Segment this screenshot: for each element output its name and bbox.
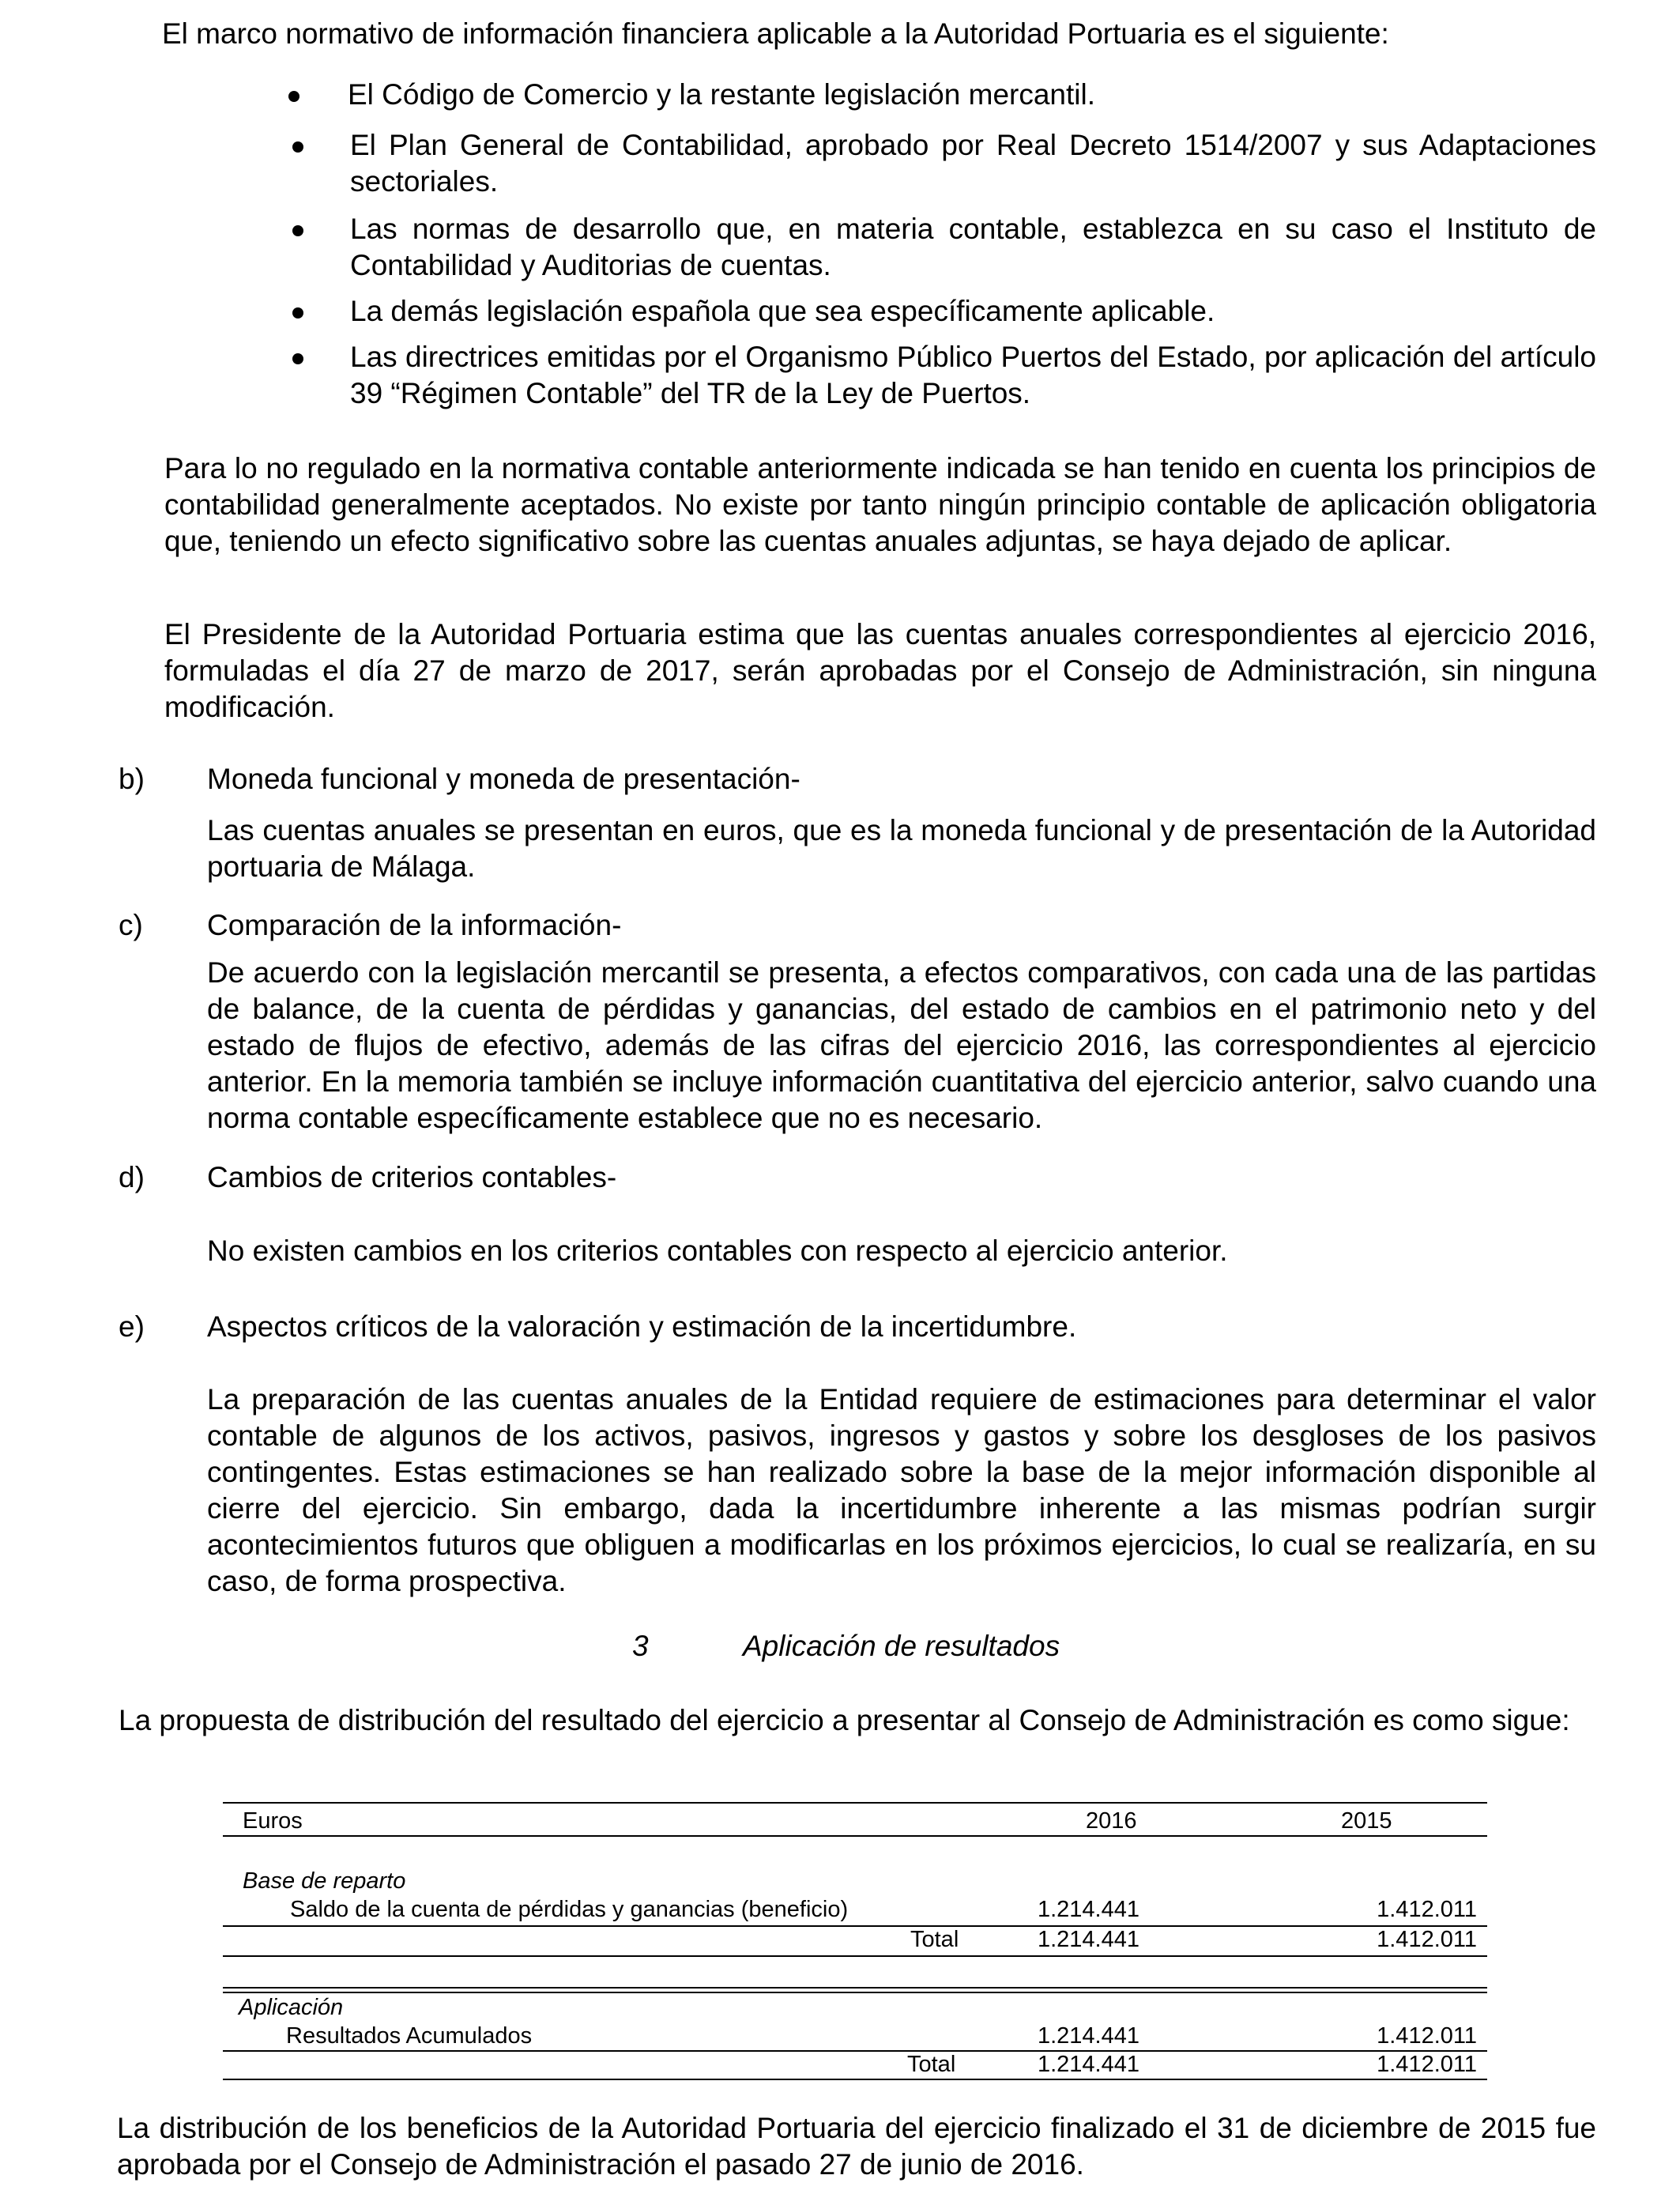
header-label: Euros bbox=[243, 1808, 303, 1834]
row-label: Resultados Acumulados bbox=[286, 2023, 533, 2049]
total-rule bbox=[223, 1955, 1487, 1957]
row-value-2015: 1.412.011 bbox=[1377, 2023, 1477, 2049]
bullet-icon bbox=[288, 91, 299, 102]
section-d-letter: d) bbox=[119, 1161, 145, 1193]
table-header-row bbox=[223, 1807, 1489, 1835]
section-b-letter: b) bbox=[119, 763, 145, 795]
section-c-letter: c) bbox=[119, 909, 143, 941]
header-year-2016: 2016 bbox=[1086, 1808, 1137, 1834]
bullet-icon bbox=[292, 141, 303, 153]
bullet-icon bbox=[292, 307, 303, 319]
bullet-icon bbox=[292, 225, 303, 236]
total-row bbox=[223, 2050, 1489, 2079]
paragraph-presidente: El Presidente de la Autoridad Portuaria estima que las cuentas anuales correspondientes al ejercicio 2016, formuladas el día 27 de marzo de 2017, serán aprobadas por el Consejo de Administración, sin ninguna modificación. bbox=[164, 618, 1596, 723]
table-row bbox=[223, 1895, 1489, 1924]
section-b-title: Moneda funcional y moneda de presentación- bbox=[207, 763, 800, 795]
bullet-item: El Plan General de Contabilidad, aprobado por Real Decreto 1514/2007 y sus Adaptaciones sectoriales. bbox=[350, 129, 1596, 198]
row-value-2016: 1.214.441 bbox=[1037, 1897, 1139, 1922]
bullet-icon bbox=[292, 353, 303, 364]
section-d-body: No existen cambios en los criterios contables con respecto al ejercicio anterior. bbox=[207, 1235, 1228, 1267]
aplicacion-title: Aplicación bbox=[239, 1995, 344, 2020]
total-value-2016: 1.214.441 bbox=[1037, 1927, 1139, 1952]
heading-3-number: 3 bbox=[632, 1630, 649, 1662]
distribution-table bbox=[223, 1793, 1489, 2077]
closing-text: La distribución de los beneficios de la Autoridad Portuaria del ejercicio finalizado el 31 de diciembre de 2015 fue aprobada por el Consejo de Administración el pasado 27 de junio de 2016. bbox=[117, 2112, 1596, 2181]
section-c-body: De acuerdo con la legislación mercantil se presenta, a efectos comparativos, con cada una de las partidas de balance, de la cuenta de pérdidas y ganancias, del estado de cambios en el patrimonio neto y del estado de flujos de efectivo, además de las cifras del ejercicio 2016, las correspondientes al ejercicio anterior. En la memoria también se incluye información cuantitativa del ejercicio anterior, salvo cuando una norma contable específicamente establece que no es necesario. bbox=[207, 956, 1596, 1134]
heading-3-title: Aplicación de resultados bbox=[743, 1630, 1060, 1662]
section-b-body: Las cuentas anuales se presentan en euros, que es la moneda funcional y de presentación de la Autoridad portuaria de Málaga. bbox=[207, 814, 1596, 883]
section-e-title: Aspectos críticos de la valoración y estimación de la incertidumbre. bbox=[207, 1310, 1077, 1343]
table-top-rule bbox=[223, 1802, 1487, 1804]
intro-text: El marco normativo de información financiera aplicable a la Autoridad Portuaria es el siguiente: bbox=[162, 17, 1389, 50]
total-label: Total bbox=[910, 1927, 959, 1952]
total-value-2015: 1.412.011 bbox=[1377, 2052, 1477, 2077]
aplicacion-title-row bbox=[223, 1993, 1489, 2022]
aplicacion-top-rule bbox=[223, 1987, 1487, 1989]
bullet-item: El Código de Comercio y la restante legislación mercantil. bbox=[348, 78, 1095, 111]
bullet-item: La demás legislación española que sea específicamente aplicable. bbox=[350, 295, 1215, 327]
section-e-body: La preparación de las cuentas anuales de la Entidad requiere de estimaciones para determinar el valor contable de algunos de los activos, pasivos, ingresos y gastos y sobre los desgloses de los pasivos contingentes. Estas estimaciones se han realizado sobre la base de la mejor información disponible al cierre del ejercicio. Sin embargo, dada la incertidumbre inherente a las mismas podrían surgir acontecimientos futuros que obliguen a modificarlas en los próximos ejercicios, lo cual se realizaría, en su caso, de forma prospectiva. bbox=[207, 1383, 1596, 1597]
section-d-title: Cambios de criterios contables- bbox=[207, 1161, 617, 1193]
row-value-2016: 1.214.441 bbox=[1037, 2023, 1139, 2049]
total-value-2016: 1.214.441 bbox=[1037, 2052, 1139, 2077]
row-label: Saldo de la cuenta de pérdidas y ganancias (beneficio) bbox=[290, 1897, 849, 1922]
base-title-row bbox=[223, 1867, 1489, 1895]
total-row bbox=[223, 1925, 1489, 1954]
total-value-2015: 1.412.011 bbox=[1377, 1927, 1477, 1952]
base-title: Base de reparto bbox=[243, 1868, 406, 1894]
row-value-2015: 1.412.011 bbox=[1377, 1897, 1477, 1922]
section-e-letter: e) bbox=[119, 1310, 145, 1343]
total-rule bbox=[223, 2079, 1487, 2080]
propuesta-text: La propuesta de distribución del resultado del ejercicio a presentar al Consejo de Administración es como sigue: bbox=[119, 1704, 1570, 1736]
header-year-2015: 2015 bbox=[1341, 1808, 1392, 1834]
table-header-rule bbox=[223, 1835, 1487, 1837]
bullet-item: Las normas de desarrollo que, en materia contable, establezca en su caso el Instituto de Contabilidad y Auditorias de cuentas. bbox=[350, 213, 1596, 281]
bullet-item: Las directrices emitidas por el Organismo Público Puertos del Estado, por aplicación del artículo 39 “Régimen Contable” del TR de la Ley de Puertos. bbox=[350, 341, 1596, 409]
total-label: Total bbox=[907, 2052, 956, 2077]
table-row bbox=[223, 2022, 1489, 2050]
section-c-title: Comparación de la información- bbox=[207, 909, 622, 941]
paragraph-no-regulado: Para lo no regulado en la normativa contable anteriormente indicada se han tenido en cuenta los principios de contabilidad generalmente aceptados. No existe por tanto ningún principio contable de aplicación obligatoria que, teniendo un efecto significativo sobre las cuentas anuales adjuntas, se haya dejado de aplicar. bbox=[164, 452, 1596, 557]
